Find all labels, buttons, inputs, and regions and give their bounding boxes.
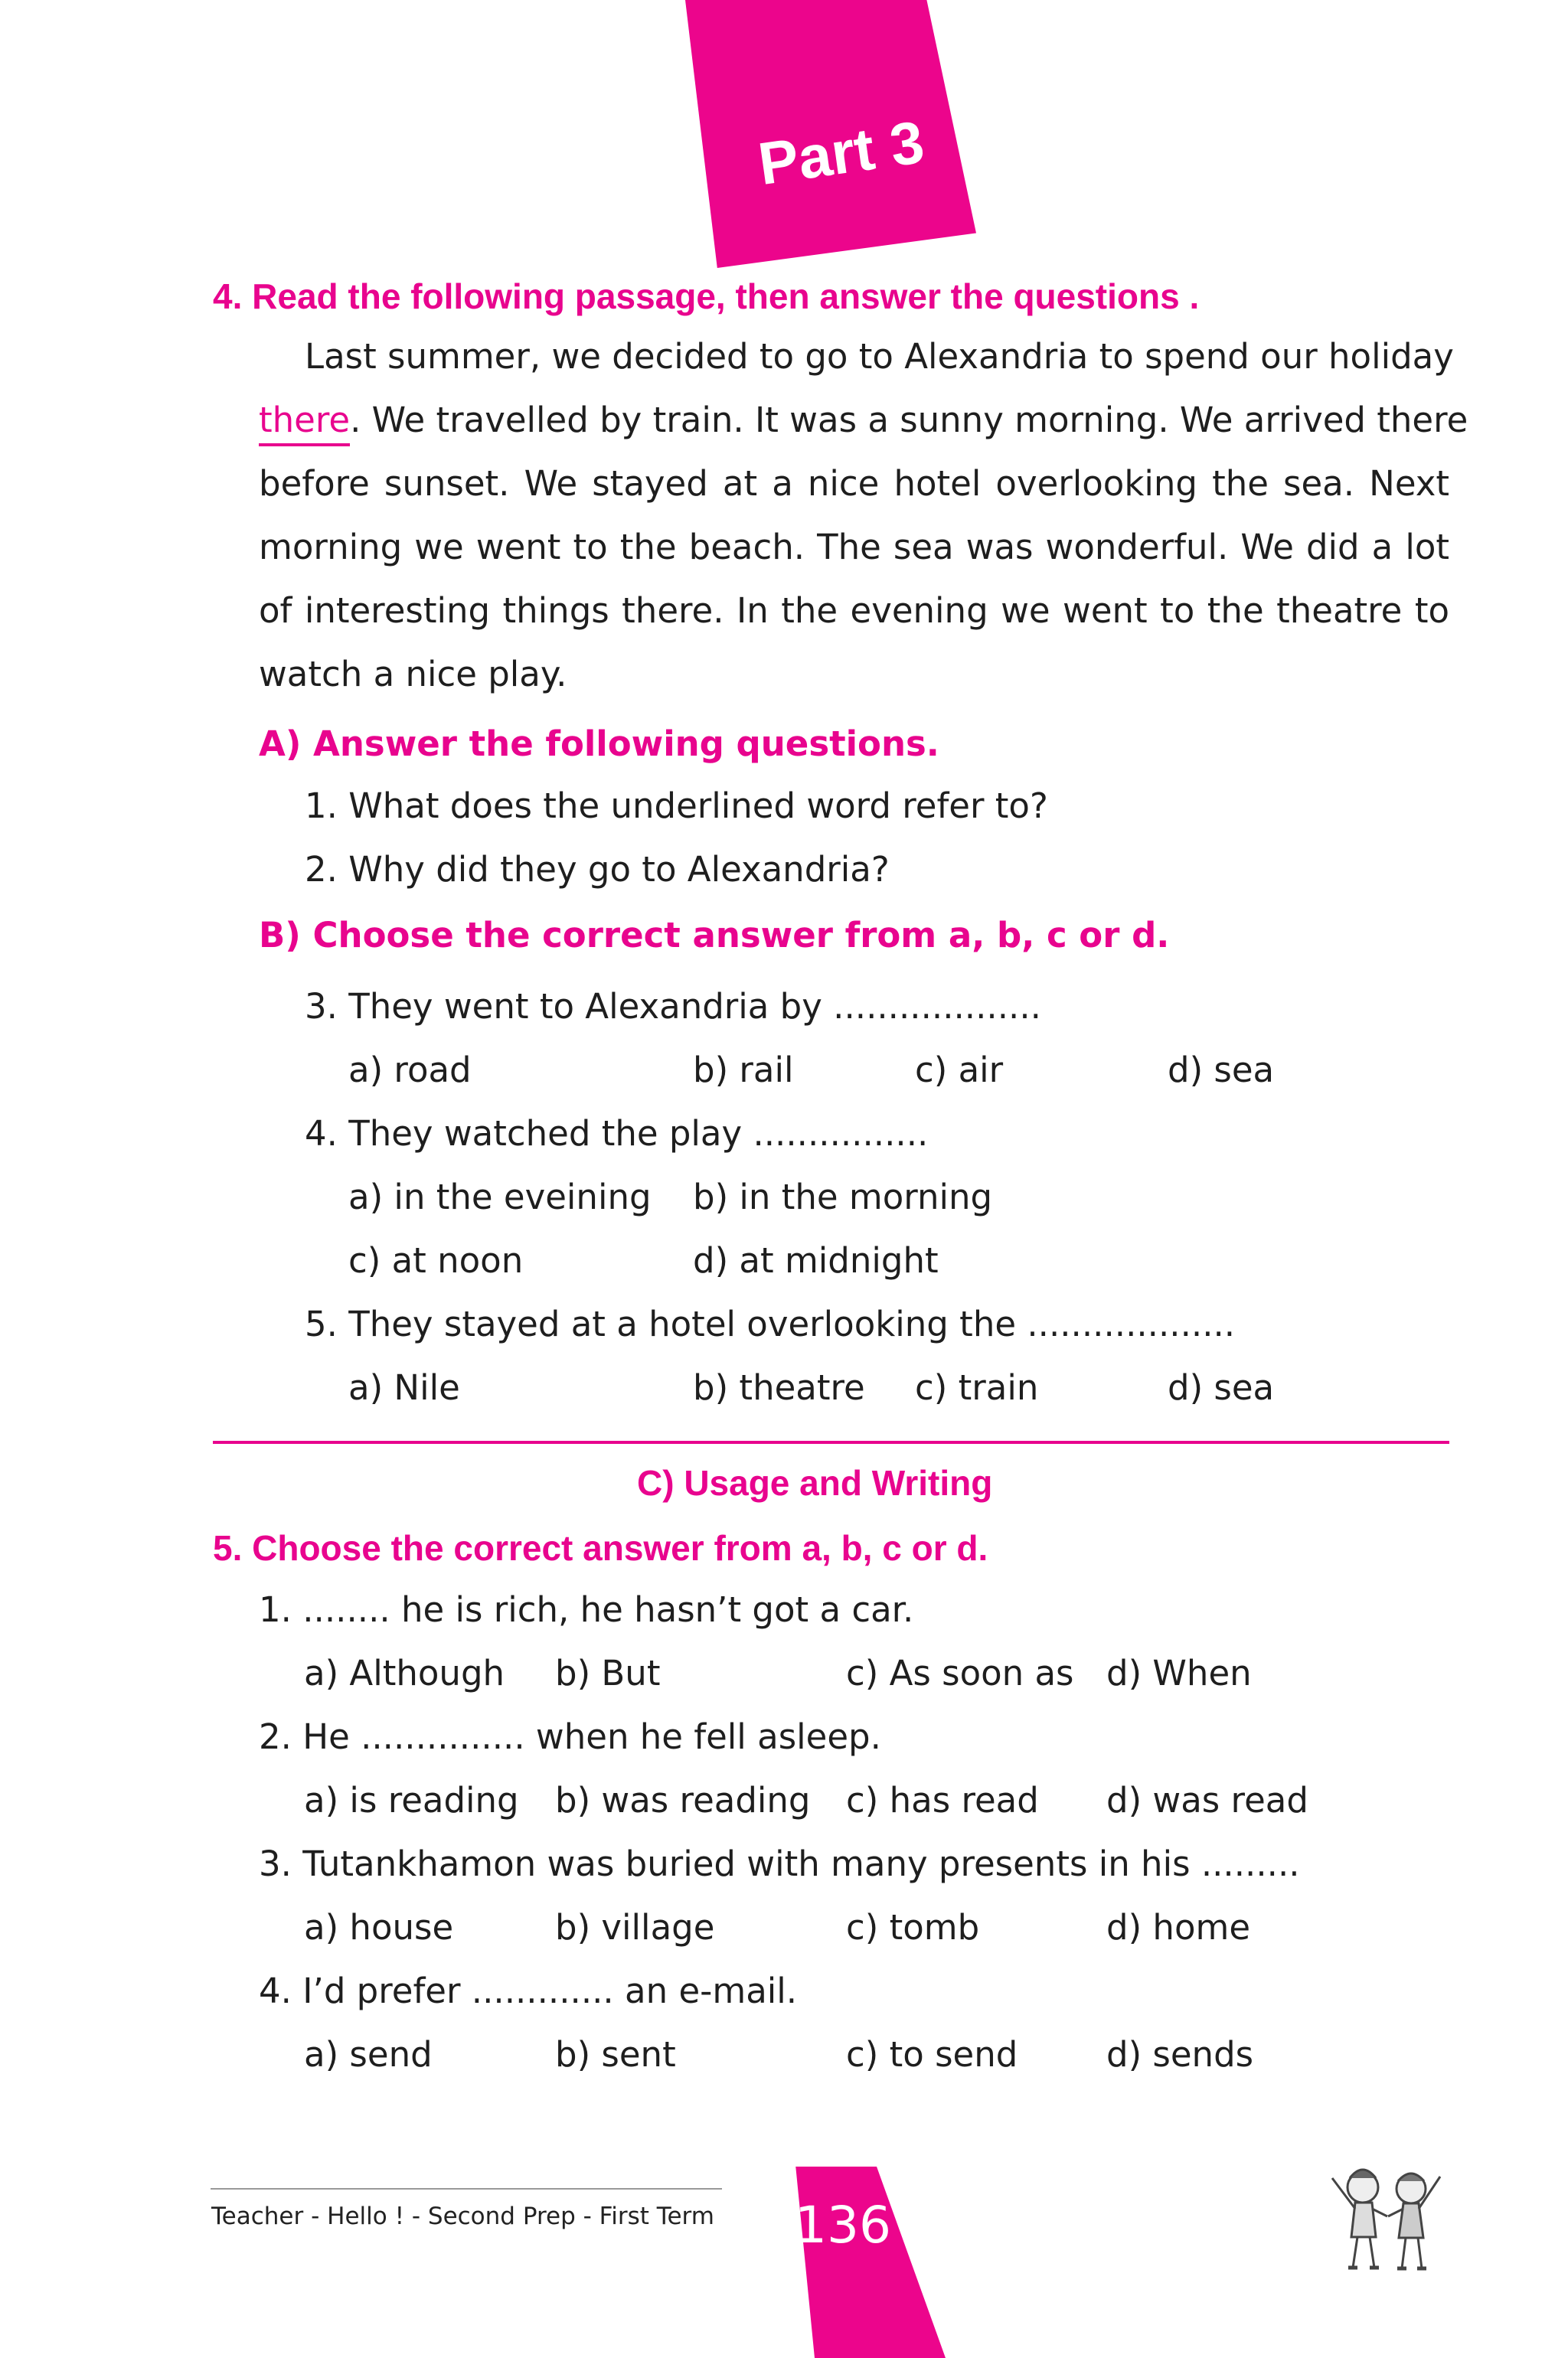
passage-line-5: of interesting things there. In the evening we went to the theatre to: [259, 590, 1449, 631]
question-4-heading: 4. Read the following passage, then answer the questions .: [213, 276, 1200, 316]
q5-item-1: 1. ........ he is rich, he hasn’t got a car.: [259, 1589, 914, 1630]
q4-option-a: a) in the eveining: [348, 1177, 652, 1217]
q5-item-3-option-c: c) tomb: [846, 1907, 980, 1948]
q5-item-2: 2. He ............... when he fell asleep.: [259, 1716, 881, 1757]
underlined-word: there: [259, 400, 350, 446]
q5-item-4-option-a: a) send: [304, 2034, 433, 2075]
passage-line-2-rest: . We travelled by train. It was a sunny morning. We arrived there: [350, 400, 1468, 440]
q5-item-2-option-a: a) is reading: [304, 1780, 519, 1821]
part-b-question-3: 3. They went to Alexandria by ...................: [305, 986, 1041, 1027]
footer-text: Teacher - Hello ! - Second Prep - First Term: [211, 2203, 714, 2230]
part-b-question-4: 4. They watched the play ................: [305, 1113, 929, 1154]
q5-item-3-option-d: d) home: [1106, 1907, 1250, 1948]
q5-item-4: 4. I’d prefer ............. an e-mail.: [259, 1971, 798, 2011]
passage-line-1: Last summer, we decided to go to Alexandria to spend our holiday: [305, 336, 1454, 377]
q5-option-c: c) train: [915, 1367, 1039, 1408]
q5-item-3-option-a: a) house: [304, 1907, 454, 1948]
q5-item-4-option-d: d) sends: [1106, 2034, 1254, 2075]
passage-line-3: before sunset. We stayed at a nice hotel overlooking the sea. Next: [259, 463, 1449, 504]
part-a-question-2: 2. Why did they go to Alexandria?: [305, 849, 890, 890]
part-a-question-1: 1. What does the underlined word refer to?: [305, 785, 1048, 826]
q5-item-1-option-a: a) Although: [304, 1653, 505, 1693]
q3-option-d: d) sea: [1168, 1050, 1275, 1090]
mascot-children-icon: [1321, 2155, 1451, 2281]
q4-option-b: b) in the morning: [693, 1177, 993, 1217]
q5-option-b: b) theatre: [693, 1367, 865, 1408]
q4-option-c: c) at noon: [348, 1240, 524, 1281]
q5-item-2-option-c: c) has read: [846, 1780, 1039, 1821]
section-divider: [213, 1441, 1449, 1444]
section-c-heading: C) Usage and Writing: [637, 1463, 993, 1503]
q5-item-1-option-c: c) As soon as: [846, 1653, 1074, 1693]
q5-item-3-option-b: b) village: [555, 1907, 715, 1948]
q5-item-1-option-b: b) But: [555, 1653, 661, 1693]
part-title: Part 3: [754, 107, 929, 198]
q4-option-d: d) at midnight: [693, 1240, 939, 1281]
part-b-question-5: 5. They stayed at a hotel overlooking the ...................: [305, 1304, 1236, 1344]
passage-line-4: morning we went to the beach. The sea was wonderful. We did a lot: [259, 527, 1449, 567]
footer-rule: [211, 2188, 722, 2190]
q5-item-4-option-b: b) sent: [555, 2034, 676, 2075]
q5-item-1-option-d: d) When: [1106, 1653, 1252, 1693]
part-a-heading: A) Answer the following questions.: [259, 723, 939, 764]
q5-option-a: a) Nile: [348, 1367, 460, 1408]
page-number: 136: [795, 2196, 891, 2255]
q5-option-d: d) sea: [1168, 1367, 1275, 1408]
q5-item-4-option-c: c) to send: [846, 2034, 1018, 2075]
passage-line-2: [259, 400, 1468, 440]
passage-line-6: watch a nice play.: [259, 654, 567, 694]
question-5-heading: 5. Choose the correct answer from a, b, c or d.: [213, 1528, 988, 1568]
part-b-heading: B) Choose the correct answer from a, b, c or d.: [259, 915, 1170, 955]
q3-option-c: c) air: [915, 1050, 1004, 1090]
q3-option-a: a) road: [348, 1050, 472, 1090]
q3-option-b: b) rail: [693, 1050, 794, 1090]
q5-item-2-option-b: b) was reading: [555, 1780, 811, 1821]
q5-item-2-option-d: d) was read: [1106, 1780, 1308, 1821]
q5-item-3: 3. Tutankhamon was buried with many presents in his .........: [259, 1844, 1300, 1884]
